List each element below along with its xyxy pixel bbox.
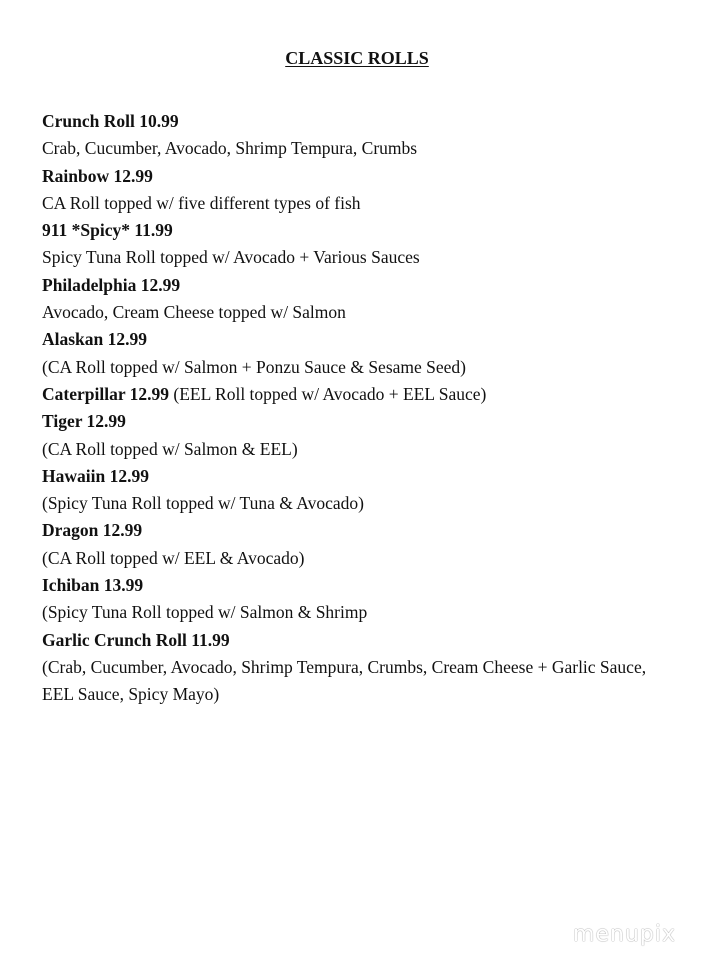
menu-item-desc: (Spicy Tuna Roll topped w/ Tuna & Avocado) bbox=[42, 493, 364, 514]
menu-item-name bbox=[42, 163, 682, 190]
item-name: Caterpillar 12.99 bbox=[42, 383, 170, 404]
item-name: Crunch Roll 10.99 bbox=[42, 111, 179, 131]
menu-item-name bbox=[42, 627, 682, 654]
item-name: Philadelphia 12.99 bbox=[42, 274, 181, 295]
item-name: Alaskan 12.99 bbox=[42, 329, 148, 350]
menu-item-desc: CA Roll topped w/ five different types of fish bbox=[42, 192, 361, 213]
item-name: Garlic Crunch Roll 11.99 bbox=[42, 629, 230, 650]
item-name: Tiger 12.99 bbox=[42, 411, 126, 432]
menu-item-name bbox=[42, 108, 682, 135]
menu-item-name bbox=[42, 463, 682, 490]
menu-item-desc: (Crab, Cucumber, Avocado, Shrimp Tempura, Crumbs, Cream Cheese + Garlic Sauce, EEL Sauce, Spicy Mayo) bbox=[42, 656, 647, 705]
menu-item-inline bbox=[42, 381, 682, 408]
item-name: Dragon 12.99 bbox=[42, 520, 143, 541]
item-name: Hawaiin 12.99 bbox=[42, 465, 149, 486]
menu-item-name bbox=[42, 517, 682, 544]
menu-item-name bbox=[42, 572, 682, 599]
menu-item-name bbox=[42, 326, 682, 353]
menu-list bbox=[42, 108, 682, 709]
item-name: 911 *Spicy* 11.99 bbox=[42, 220, 173, 241]
page-title: CLASSIC ROLLS bbox=[285, 48, 429, 68]
item-name: Rainbow 12.99 bbox=[42, 165, 153, 186]
menu-item-desc: (Spicy Tuna Roll topped w/ Salmon & Shrimp bbox=[42, 602, 368, 623]
menu-item-name bbox=[42, 272, 682, 299]
menu-item-desc: (CA Roll topped w/ Salmon + Ponzu Sauce & Sesame Seed) bbox=[42, 356, 466, 377]
watermark-logo: menupix bbox=[573, 922, 676, 947]
menu-item-desc: Spicy Tuna Roll topped w/ Avocado + Various Sauces bbox=[42, 247, 420, 268]
menu-item-name bbox=[42, 408, 682, 435]
menu-item-desc: (CA Roll topped w/ EEL & Avocado) bbox=[42, 547, 305, 568]
item-name: Ichiban 13.99 bbox=[42, 575, 144, 596]
menu-item-desc: Crab, Cucumber, Avocado, Shrimp Tempura, Crumbs bbox=[42, 138, 418, 159]
menu-item-desc: (CA Roll topped w/ Salmon & EEL) bbox=[42, 438, 298, 459]
item-desc: (EEL Roll topped w/ Avocado + EEL Sauce) bbox=[173, 383, 487, 404]
menu-item-name bbox=[42, 217, 682, 244]
menu-item-desc: Avocado, Cream Cheese topped w/ Salmon bbox=[42, 302, 346, 323]
